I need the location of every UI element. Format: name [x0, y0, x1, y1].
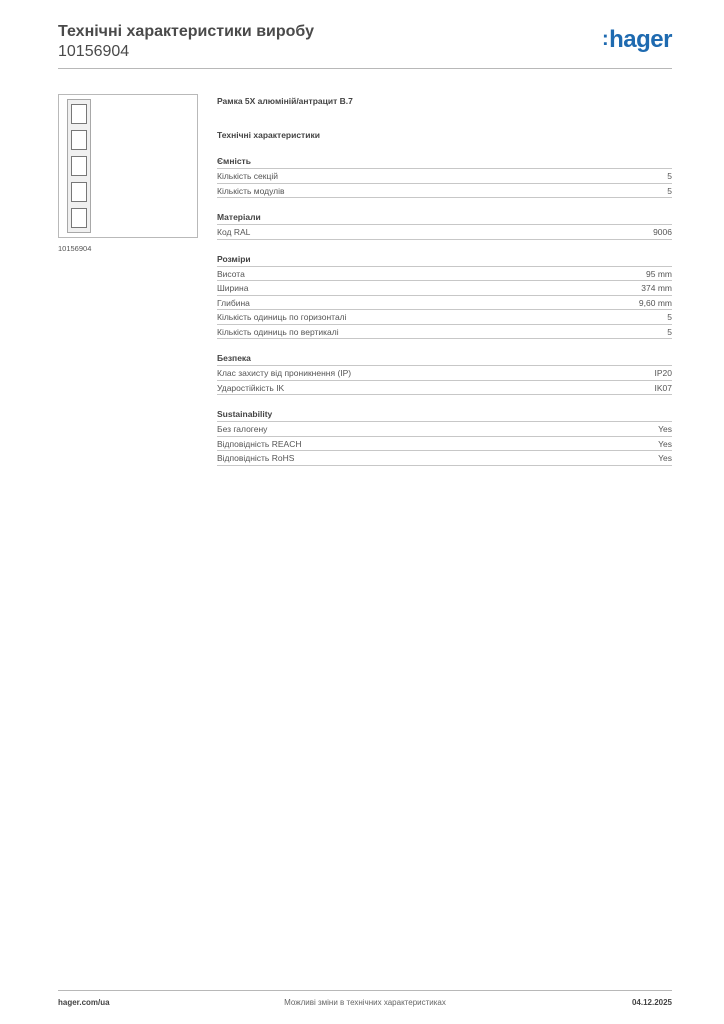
spec-label: Кількість одиниць по вертикалі	[217, 326, 339, 337]
spec-value: 374 mm	[641, 283, 672, 293]
header-divider	[58, 68, 672, 69]
image-caption: 10156904	[58, 244, 92, 253]
spec-value: Yes	[658, 438, 672, 449]
spec-row	[217, 296, 672, 311]
frame-slot	[71, 130, 87, 150]
spec-heading: Технічні характеристики	[217, 130, 320, 140]
spec-value: 5	[667, 326, 672, 337]
spec-value: 5	[667, 312, 672, 322]
section-heading: Ємність	[217, 156, 672, 169]
spec-value: 9006	[653, 227, 672, 237]
frame-slot	[71, 182, 87, 202]
spec-row	[217, 225, 672, 240]
page-header	[58, 20, 672, 68]
spec-section	[217, 409, 672, 466]
spec-value: Yes	[658, 424, 672, 434]
spec-label: Код RAL	[217, 227, 251, 237]
spec-row	[217, 381, 672, 396]
spec-label: Ударостійкість IK	[217, 382, 285, 393]
spec-row	[217, 437, 672, 452]
spec-row	[217, 169, 672, 184]
spec-label: Глибина	[217, 297, 250, 308]
spec-value: 9,60 mm	[638, 297, 672, 308]
spec-row	[217, 451, 672, 466]
spec-section	[217, 212, 672, 240]
spec-panel	[217, 96, 672, 466]
spec-value: 95 mm	[646, 268, 672, 279]
section-heading: Розміри	[217, 254, 672, 267]
product-image	[58, 94, 198, 238]
spec-row	[217, 325, 672, 340]
spec-value: 5	[667, 171, 672, 181]
spec-value: IK07	[654, 382, 672, 393]
page-title: Технічні характеристики виробу	[58, 23, 314, 40]
spec-section	[217, 156, 672, 198]
section-heading: Sustainability	[217, 409, 672, 422]
product-code: 10156904	[58, 43, 130, 60]
spec-label: Відповідність REACH	[217, 438, 302, 449]
spec-row	[217, 422, 672, 437]
frame-slot	[71, 208, 87, 228]
spec-row	[217, 366, 672, 381]
hager-logo[interactable]: :hager	[601, 26, 672, 53]
page-footer	[58, 990, 672, 1007]
spec-label: Кількість секцій	[217, 171, 278, 181]
spec-value: 5	[667, 185, 672, 196]
frame-slot	[71, 104, 87, 124]
spec-row	[217, 267, 672, 282]
spec-label: Кількість модулів	[217, 185, 285, 196]
spec-row	[217, 281, 672, 296]
product-name: Рамка 5X алюміній/антрацит B.7	[217, 96, 353, 106]
spec-label: Без галогену	[217, 424, 268, 434]
frame-illustration	[67, 99, 91, 233]
spec-label: Висота	[217, 268, 245, 279]
spec-row	[217, 184, 672, 199]
frame-slot	[71, 156, 87, 176]
spec-section	[217, 353, 672, 395]
spec-label: Ширина	[217, 283, 249, 293]
logo-text: hager	[609, 26, 672, 53]
spec-row	[217, 310, 672, 325]
section-heading: Матеріали	[217, 212, 672, 225]
spec-value: IP20	[654, 368, 672, 378]
section-heading: Безпека	[217, 353, 672, 366]
footer-divider	[58, 990, 672, 991]
spec-sections	[217, 156, 672, 466]
spec-label: Клас захисту від проникнення (IP)	[217, 368, 352, 378]
spec-section	[217, 254, 672, 340]
spec-value: Yes	[658, 453, 672, 463]
footer-website-link[interactable]: hager.com/ua	[58, 998, 110, 1007]
spec-label: Відповідність RoHS	[217, 453, 295, 463]
footer-note: Можливі зміни в технічних характеристиках	[284, 998, 446, 1007]
spec-label: Кількість одиниць по горизонталі	[217, 312, 347, 322]
footer-date: 04.12.2025	[631, 998, 672, 1007]
